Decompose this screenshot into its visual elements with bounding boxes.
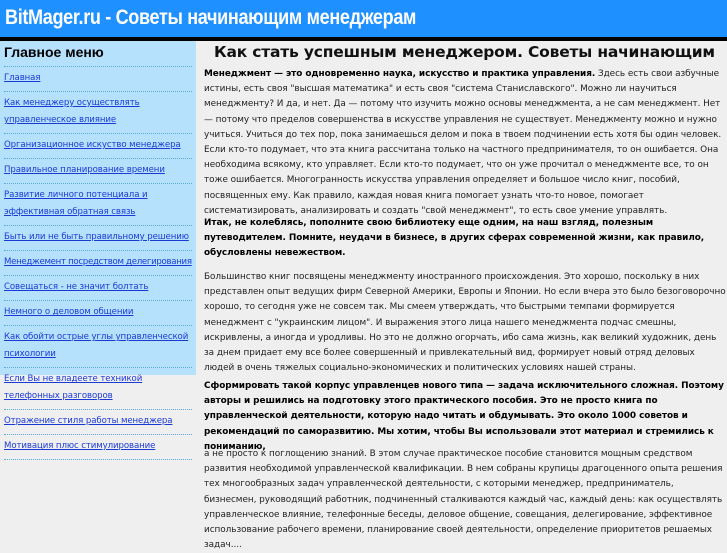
menu-link-personal-potential[interactable]: Развитие личного потенциала и эффективная обратная связь <box>4 190 148 217</box>
article-paragraph: Итак, не колеблясь, пополните свою библиотеку еще одним, на наш взгляд, полезным путеводителем. Помните, неудачи в бизнесе, в других сферах современной жизни, как правило, обусловлены невежеством. <box>204 218 705 259</box>
menu-link-home[interactable]: Главная <box>4 73 41 83</box>
menu-item <box>4 250 192 275</box>
sidebar-main-menu <box>0 41 196 451</box>
paragraph-lead: Менеджмент — это одновременно наука, искусство и практика управления. <box>204 69 596 79</box>
article-paragraph: Сформировать такой корпус управленцев нового типа — задача исключительного сложная. Поэтому авторы и решились на подготовку этого практического пособия. Это не просто книга по управленческой деятельности, которую надо читать и обдумывать. Это около 1000 советов и рекомендаций по саморазвитию. Мы хотим, чтобы Вы использовали этот материал и стремились к пониманию, <box>204 381 724 452</box>
article-title: Как стать успешным менеджером. Советы начинающим <box>214 43 715 61</box>
menu-link-delegation[interactable]: Менеджемент посредством делегирования <box>4 257 192 267</box>
menu-item <box>4 367 192 409</box>
menu-item <box>4 225 192 250</box>
menu-list <box>0 66 196 460</box>
menu-link-influence[interactable]: Как менеджеру осуществлять управленческое влияние <box>4 98 140 125</box>
menu-link-organization[interactable]: Организационное искуство менеджера <box>4 140 181 150</box>
article-paragraph: Большинство книг посвящены менеджменту иностранного происхождения. Это хорошо, поскольку в них представлен опыт ведущих фирм Северной Америки, Европы и Японии. Но если вчера это было безоговорочно хорошо, то сегодня уже не совсем так. Мы смеем утверждать, что быстрыми темпами формируется менеджмент с "украинским лицом". И выражения этого лица нашего менеджмента подчас смешны, искривлены, а иногда и уродливы. Но это не должно огорчать, ибо сама жизнь, как великий художник, день за днем придает ему все более совершенный и привлекательный вид, формирует новый отряд деловых людей в очень тяжелых социально-экономических и политических условиях нашей страны. <box>204 272 726 374</box>
menu-item <box>4 133 192 158</box>
menu-item <box>4 66 192 91</box>
menu-link-work-style[interactable]: Отражение стиля работы менеджера <box>4 416 173 426</box>
menu-item <box>4 158 192 183</box>
site-header <box>0 0 727 41</box>
article-paragraph <box>204 67 727 219</box>
menu-link-motivation[interactable]: Мотивация плюс стимулирование <box>4 441 156 451</box>
menu-item <box>4 275 192 300</box>
sidebar-title: Главное меню <box>4 44 104 60</box>
menu-item <box>4 409 192 434</box>
menu-item <box>4 300 192 325</box>
menu-item <box>4 434 192 460</box>
article-content <box>204 41 727 551</box>
menu-link-phone-technique[interactable]: Если Вы не владеете техникой телефонных разговоров <box>4 374 143 401</box>
menu-item <box>4 183 192 225</box>
article-paragraph: а не просто к поглощению знаний. В этом случае практическое пособие становится мощным средством развития необходимой управленческой квалификации. В нем собраны крупицы драгоценного опыта решения тех многообразных задач управленческой деятельности, с которыми менеджер, предприниматель, бизнесмен, руководящий работник, подчиненный сталкиваются каждый час, каждый день: как осуществлять управленческое влияние, телефонные беседы, деловое общение, совещания, делегирование, эффективное использование рабочего времени, планирование своей деятельности, определение приоритетов решаемых задач.... <box>204 449 723 551</box>
menu-item <box>4 325 192 367</box>
paragraph-text: Здесь есть свои азбучные истины, есть своя "высшая математика" и есть своя "система Станиславского". Можно ли научиться менеджменту? И да, и нет. Да — потому что изучить можно основы менеджмента, а не сам менеджмент. Нет — потому что пределов совершенства в искусстве управления не существует. Менеджменту можно и нужно учиться. Учиться до тех пор, пока занимаешься делом и пока в твоем подчинении есть хотя бы один человек. Если кто-то подумает, что эта книга рассчитана только на частного предпринимателя, то он ошибается. Она необходима всякому, кто управляет. Если кто-то подумает, что он уже прочитал о менеджменте все, то он тоже ошибается. Многогранность искусства управления определяет и большое число книг, пособий, посвященных ему. Как правило, каждая новая книга помогает узнать что-то новое, помогает систематизировать, анализировать и создать "свой менеджмент", то есть свое умение управлять. <box>204 69 722 216</box>
menu-link-time-planning[interactable]: Правильное планирование времени <box>4 165 165 175</box>
menu-item <box>4 91 192 133</box>
site-title: BitMager.ru - Советы начинающим менеджерам <box>5 6 417 29</box>
menu-link-decision[interactable]: Быть или не быть правильному решению <box>4 232 189 242</box>
menu-link-business-communication[interactable]: Немного о деловом общении <box>4 307 134 317</box>
menu-link-psychology[interactable]: Как обойти острые углы управленческой психологии <box>4 332 189 359</box>
menu-link-meetings[interactable]: Совещаться - не значит болтать <box>4 282 149 292</box>
